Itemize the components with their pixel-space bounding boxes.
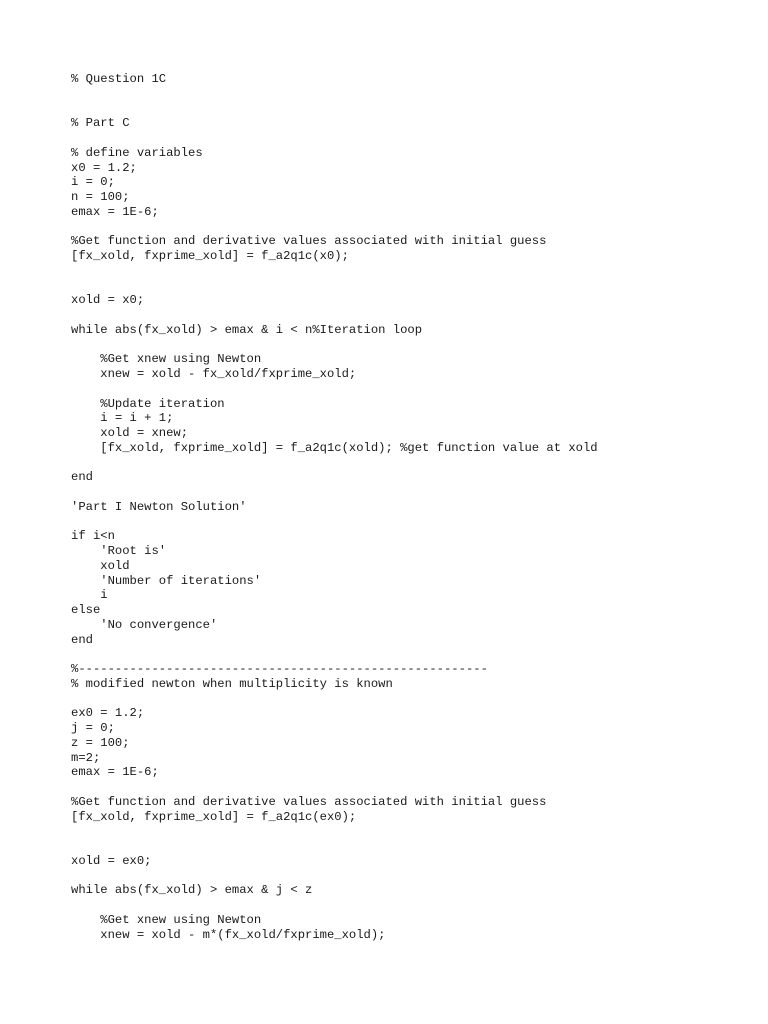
code-line xyxy=(71,869,751,884)
code-line xyxy=(71,692,751,707)
code-line: ex0 = 1.2; xyxy=(71,706,145,721)
code-line: x0 = 1.2; xyxy=(71,160,137,175)
code-line: [fx_xold, fxprime_xold] = f_a2q1c(xold); %get function value at xold xyxy=(71,440,598,455)
code-line: 'Number of iterations' xyxy=(71,573,262,588)
code-line: %Update iteration xyxy=(71,396,225,411)
code-line: xold = ex0; xyxy=(71,853,152,868)
code-line: xold = xnew; xyxy=(71,426,189,440)
code-line: [fx_xold, fxprime_xold] = f_a2q1c(ex0); xyxy=(71,809,357,824)
code-line xyxy=(71,456,751,471)
code-line: n = 100; xyxy=(71,190,130,204)
code-line: %-------------------------------------------------------- xyxy=(71,662,488,676)
code-line: i = i + 1; xyxy=(71,411,174,426)
code-line: 'Part I Newton Solution' xyxy=(71,499,247,514)
code-line: 'No convergence' xyxy=(71,617,218,632)
code-line: z = 100; xyxy=(71,735,130,750)
code-line: i = 0; xyxy=(71,175,115,190)
code-line: end xyxy=(71,632,93,647)
code-line: % modified newton when multiplicity is known xyxy=(71,676,393,691)
code-line: end xyxy=(71,470,93,485)
code-line: i xyxy=(71,588,108,603)
code-line: %Get xnew using Newton xyxy=(71,912,262,927)
code-line xyxy=(71,264,751,279)
code-line xyxy=(71,485,751,500)
code-line: while abs(fx_xold) > emax & i < n%Iteration loop xyxy=(71,322,423,337)
code-line xyxy=(71,87,751,102)
code-line: % Question 1C xyxy=(71,72,167,86)
code-line: if i<n xyxy=(71,529,115,544)
code-line: [fx_xold, fxprime_xold] = f_a2q1c(x0); xyxy=(71,249,349,263)
code-line: j = 0; xyxy=(71,721,115,735)
code-line xyxy=(71,220,751,235)
code-line: % define variables xyxy=(71,145,203,160)
code-line: emax = 1E-6; xyxy=(71,765,159,780)
code-line: %Get function and derivative values associated with initial guess xyxy=(71,794,547,809)
code-line: m=2; xyxy=(71,750,101,765)
code-line: xold xyxy=(71,558,130,573)
code-line: xold = x0; xyxy=(71,293,145,308)
code-line xyxy=(71,780,751,795)
code-listing xyxy=(71,72,751,942)
code-line xyxy=(71,824,751,839)
code-line xyxy=(71,647,751,662)
code-line: emax = 1E-6; xyxy=(71,204,159,219)
code-line: xnew = xold - fx_xold/fxprime_xold; xyxy=(71,367,357,381)
code-line xyxy=(71,102,751,117)
code-line xyxy=(71,839,751,854)
code-line xyxy=(71,515,751,530)
code-line: else xyxy=(71,603,101,617)
code-line xyxy=(71,131,751,146)
code-line: xnew = xold - m*(fx_xold/fxprime_xold); xyxy=(71,927,386,942)
code-line xyxy=(71,338,751,353)
code-line: %Get xnew using Newton xyxy=(71,352,262,367)
code-line: %Get function and derivative values associated with initial guess xyxy=(71,234,547,249)
code-line: while abs(fx_xold) > emax & j < z xyxy=(71,883,313,898)
code-line xyxy=(71,279,751,294)
code-line: % Part C xyxy=(71,116,130,131)
code-line xyxy=(71,898,751,913)
code-line xyxy=(71,382,751,397)
code-line: 'Root is' xyxy=(71,544,167,558)
code-line xyxy=(71,308,751,323)
